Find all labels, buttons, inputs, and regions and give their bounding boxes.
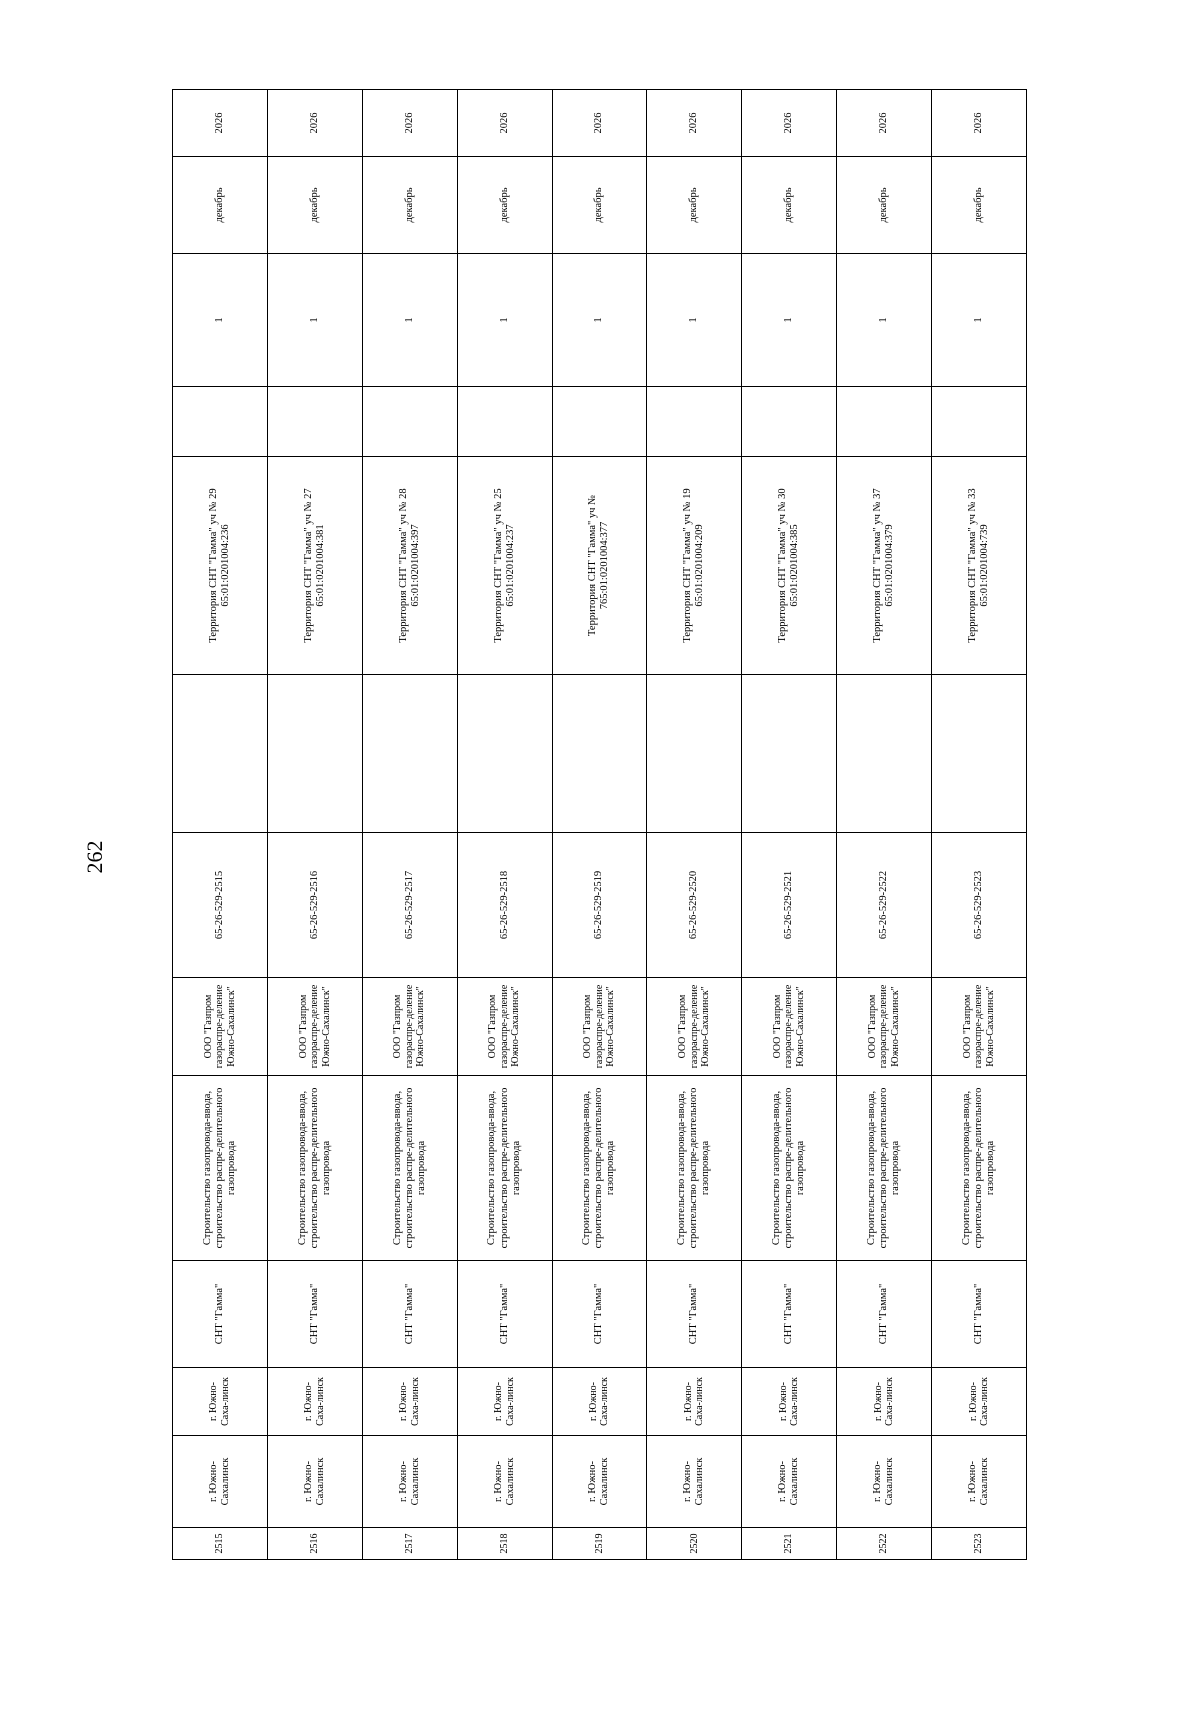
organization-cell: ООО "Газпром газораспре-деление Южно-Сахалинск" [173, 978, 268, 1076]
object-cell: СНТ "Гамма" [932, 1261, 1027, 1368]
month-cell: декабрь [362, 157, 457, 254]
address-cell: Территория СНТ "Гамма" уч № 37 65:01:0201004:379 [837, 457, 932, 675]
table-row [457, 90, 552, 1560]
row-number: 2521 [742, 1528, 837, 1560]
year-cell: 2026 [267, 90, 362, 157]
organization-cell: ООО "Газпром газораспре-деление Южно-Сахалинск" [742, 978, 837, 1076]
empty-cell [647, 387, 742, 457]
table-row [837, 90, 932, 1560]
address-cell: Территория СНТ "Гамма" уч № 29 65:01:0201004:236 [173, 457, 268, 675]
row-number: 2519 [552, 1528, 647, 1560]
row-number: 2517 [362, 1528, 457, 1560]
row-number: 2523 [932, 1528, 1027, 1560]
address-cell: Территория СНТ "Гамма" уч № 19 65:01:0201004:209 [647, 457, 742, 675]
municipality-cell: г. Южно-Сахалинск [837, 1436, 932, 1528]
quantity-cell: 1 [837, 254, 932, 387]
month-cell: декабрь [932, 157, 1027, 254]
organization-cell: ООО "Газпром газораспре-деление Южно-Сахалинск" [457, 978, 552, 1076]
empty-cell [173, 675, 268, 833]
code-cell: 65-26-529-2518 [457, 833, 552, 978]
municipality-cell: г. Южно-Сахалинск [932, 1436, 1027, 1528]
month-cell: декабрь [742, 157, 837, 254]
work-type-cell: Строительство газопровода-ввода, строительство распре-делительного газопровода [362, 1076, 457, 1261]
row-number: 2520 [647, 1528, 742, 1560]
municipality-cell: г. Южно-Сахалинск [362, 1436, 457, 1528]
code-cell: 65-26-529-2520 [647, 833, 742, 978]
quantity-cell: 1 [742, 254, 837, 387]
code-cell: 65-26-529-2516 [267, 833, 362, 978]
quantity-cell: 1 [267, 254, 362, 387]
year-cell: 2026 [742, 90, 837, 157]
year-cell: 2026 [173, 90, 268, 157]
code-cell: 65-26-529-2517 [362, 833, 457, 978]
organization-cell: ООО "Газпром газораспре-деление Южно-Сахалинск" [552, 978, 647, 1076]
page-number: 262 [82, 840, 107, 874]
empty-cell [267, 387, 362, 457]
quantity-cell: 1 [457, 254, 552, 387]
settlement-cell: г. Южно-Саха-линск [837, 1368, 932, 1436]
municipality-cell: г. Южно-Сахалинск [742, 1436, 837, 1528]
empty-cell [362, 387, 457, 457]
empty-cell [457, 675, 552, 833]
year-cell: 2026 [932, 90, 1027, 157]
month-cell: декабрь [647, 157, 742, 254]
empty-cell [552, 675, 647, 833]
row-number: 2515 [173, 1528, 268, 1560]
year-cell: 2026 [647, 90, 742, 157]
work-type-cell: Строительство газопровода-ввода, строительство распре-делительного газопровода [173, 1076, 268, 1261]
municipality-cell: г. Южно-Сахалинск [457, 1436, 552, 1528]
quantity-cell: 1 [552, 254, 647, 387]
row-number: 2516 [267, 1528, 362, 1560]
settlement-cell: г. Южно-Саха-линск [267, 1368, 362, 1436]
empty-cell [267, 675, 362, 833]
settlement-cell: г. Южно-Саха-линск [173, 1368, 268, 1436]
table-row [932, 90, 1027, 1560]
organization-cell: ООО "Газпром газораспре-деление Южно-Сахалинск" [647, 978, 742, 1076]
work-type-cell: Строительство газопровода-ввода, строительство распре-делительного газопровода [837, 1076, 932, 1261]
settlement-cell: г. Южно-Саха-линск [457, 1368, 552, 1436]
empty-cell [837, 387, 932, 457]
code-cell: 65-26-529-2519 [552, 833, 647, 978]
quantity-cell: 1 [173, 254, 268, 387]
quantity-cell: 1 [932, 254, 1027, 387]
code-cell: 65-26-529-2523 [932, 833, 1027, 978]
organization-cell: ООО "Газпром газораспре-деление Южно-Сахалинск" [362, 978, 457, 1076]
empty-cell [837, 675, 932, 833]
table-row [552, 90, 647, 1560]
rotated-table-wrapper [172, 90, 1027, 1560]
organization-cell: ООО "Газпром газораспре-деление Южно-Сахалинск" [267, 978, 362, 1076]
object-cell: СНТ "Гамма" [362, 1261, 457, 1368]
empty-cell [647, 675, 742, 833]
empty-cell [932, 387, 1027, 457]
settlement-cell: г. Южно-Саха-линск [647, 1368, 742, 1436]
organization-cell: ООО "Газпром газораспре-деление Южно-Сахалинск" [932, 978, 1027, 1076]
row-number: 2518 [457, 1528, 552, 1560]
organization-cell: ООО "Газпром газораспре-деление Южно-Сахалинск" [837, 978, 932, 1076]
month-cell: декабрь [267, 157, 362, 254]
month-cell: декабрь [837, 157, 932, 254]
address-cell: Территория СНТ "Гамма" уч № 28 65:01:0201004:397 [362, 457, 457, 675]
object-cell: СНТ "Гамма" [742, 1261, 837, 1368]
empty-cell [457, 387, 552, 457]
address-cell: Территория СНТ "Гамма" уч № 27 65:01:0201004:381 [267, 457, 362, 675]
settlement-cell: г. Южно-Саха-линск [742, 1368, 837, 1436]
table-row [742, 90, 837, 1560]
object-cell: СНТ "Гамма" [647, 1261, 742, 1368]
object-cell: СНТ "Гамма" [837, 1261, 932, 1368]
work-type-cell: Строительство газопровода-ввода, строительство распре-делительного газопровода [932, 1076, 1027, 1261]
table-row [267, 90, 362, 1560]
empty-cell [742, 387, 837, 457]
row-number: 2522 [837, 1528, 932, 1560]
municipality-cell: г. Южно-Сахалинск [173, 1436, 268, 1528]
municipality-cell: г. Южно-Сахалинск [647, 1436, 742, 1528]
settlement-cell: г. Южно-Саха-линск [932, 1368, 1027, 1436]
object-cell: СНТ "Гамма" [457, 1261, 552, 1368]
municipality-cell: г. Южно-Сахалинск [267, 1436, 362, 1528]
month-cell: декабрь [173, 157, 268, 254]
object-cell: СНТ "Гамма" [267, 1261, 362, 1368]
object-cell: СНТ "Гамма" [552, 1261, 647, 1368]
month-cell: декабрь [457, 157, 552, 254]
empty-cell [932, 675, 1027, 833]
year-cell: 2026 [837, 90, 932, 157]
quantity-cell: 1 [362, 254, 457, 387]
rotated-table-container [172, 90, 1027, 1560]
gasification-register-table [172, 89, 1027, 1560]
settlement-cell: г. Южно-Саха-линск [552, 1368, 647, 1436]
quantity-cell: 1 [647, 254, 742, 387]
address-cell: Территория СНТ "Гамма" уч № 765:01:0201004:377 [552, 457, 647, 675]
table-row [362, 90, 457, 1560]
empty-cell [742, 675, 837, 833]
work-type-cell: Строительство газопровода-ввода, строительство распре-делительного газопровода [742, 1076, 837, 1261]
object-cell: СНТ "Гамма" [173, 1261, 268, 1368]
address-cell: Территория СНТ "Гамма" уч № 30 65:01:0201004:385 [742, 457, 837, 675]
empty-cell [173, 387, 268, 457]
year-cell: 2026 [362, 90, 457, 157]
work-type-cell: Строительство газопровода-ввода, строительство распре-делительного газопровода [647, 1076, 742, 1261]
empty-cell [552, 387, 647, 457]
municipality-cell: г. Южно-Сахалинск [552, 1436, 647, 1528]
table-row [173, 90, 268, 1560]
table-row [647, 90, 742, 1560]
work-type-cell: Строительство газопровода-ввода, строительство распре-делительного газопровода [267, 1076, 362, 1261]
year-cell: 2026 [457, 90, 552, 157]
work-type-cell: Строительство газопровода-ввода, строительство распре-делительного газопровода [552, 1076, 647, 1261]
empty-cell [362, 675, 457, 833]
code-cell: 65-26-529-2515 [173, 833, 268, 978]
settlement-cell: г. Южно-Саха-линск [362, 1368, 457, 1436]
work-type-cell: Строительство газопровода-ввода, строительство распре-делительного газопровода [457, 1076, 552, 1261]
code-cell: 65-26-529-2521 [742, 833, 837, 978]
code-cell: 65-26-529-2522 [837, 833, 932, 978]
year-cell: 2026 [552, 90, 647, 157]
address-cell: Территория СНТ "Гамма" уч № 33 65:01:0201004:739 [932, 457, 1027, 675]
month-cell: декабрь [552, 157, 647, 254]
address-cell: Территория СНТ "Гамма" уч № 25 65:01:0201004:237 [457, 457, 552, 675]
